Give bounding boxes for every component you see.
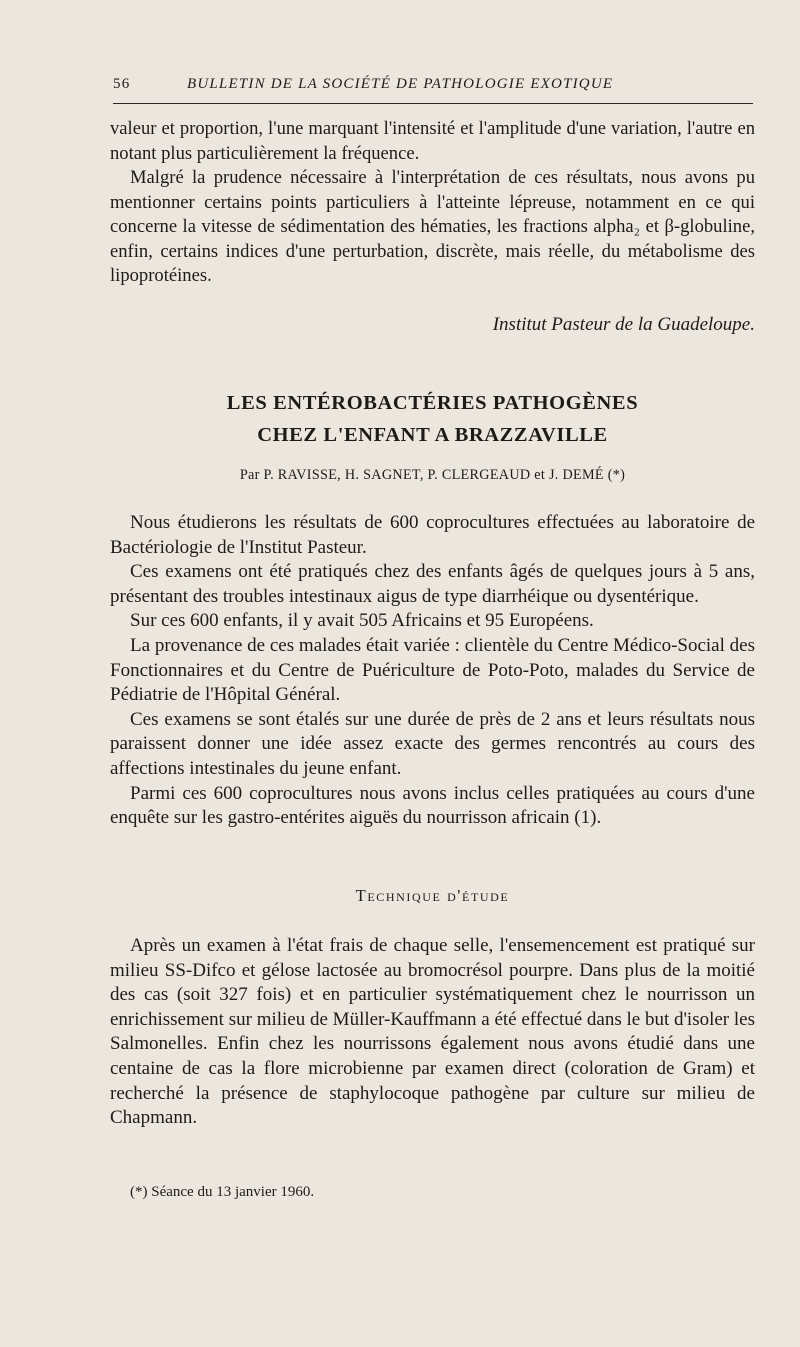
paragraph: Nous étudierons les résultats de 600 coprocultures effectuées au laboratoire de Bactériologie de l'Institut Pasteur. <box>110 512 755 558</box>
article-authors: Par P. RAVISSE, H. SAGNET, P. CLERGEAUD et J. DEMÉ (*) <box>239 467 626 483</box>
paragraph: valeur et proportion, l'une marquant l'intensité et l'amplitude d'une variation, l'autre en notant plus particulièrement la fréquence. <box>110 118 755 164</box>
header-rule <box>113 103 753 104</box>
affiliation: Institut Pasteur de la Guadeloupe. <box>492 314 755 335</box>
paragraph: Parmi ces 600 coprocultures nous avons inclus celles pratiquées au cours d'une enquête sur les gastro-entérites aiguës du nourrisson africain (1). <box>110 782 755 829</box>
article-title-line-1: LES ENTÉROBACTÉRIES PATHOGÈNES <box>226 392 639 414</box>
running-header <box>113 76 753 98</box>
footnote: (*) Séance du 13 janvier 1960. <box>130 1184 315 1200</box>
paragraph: Malgré la prudence nécessaire à l'interprétation de ces résultats, nous avons pu mentionner certains points particuliers à l'atteinte lépreuse, notamment en ce qui concerne la vitesse de sédimentation des hématies, les fractions alpha₂ et β-globuline, enfin, certains indices d'une perturbation, discrète, mais réelle, du métabolisme des lipoprotéines. <box>110 167 755 286</box>
section-heading <box>110 886 755 906</box>
section-heading-text: Technique d'étude <box>355 886 510 905</box>
paragraph: Sur ces 600 enfants, il y avait 505 Africains et 95 Européens. <box>130 610 594 632</box>
journal-title: BULLETIN DE LA SOCIÉTÉ DE PATHOLOGIE EXOTIQUE <box>187 76 614 92</box>
article-title-line-2: CHEZ L'ENFANT A BRAZZAVILLE <box>257 424 608 446</box>
previous-article-conclusion <box>110 117 755 289</box>
article-introduction <box>110 511 755 831</box>
paragraph: Ces examens se sont étalés sur une durée de près de 2 ans et leurs résultats nous paraissent donner une idée assez exacte des germes rencontrés au cours des affections intestinales du jeune enfant. <box>110 708 755 779</box>
page-number: 56 <box>113 76 131 92</box>
paragraph: Ces examens ont été pratiqués chez des enfants âgés de quelques jours à 5 ans, présentant des troubles intestinaux aigus de type diarrhéique ou dysentérique. <box>110 561 755 607</box>
technique-section <box>110 934 755 1131</box>
paragraph: La provenance de ces malades était variée : clientèle du Centre Médico-Social des Fonctionnaires et du Centre de Puériculture de Poto-Poto, malades du Service de Pédiatrie de l'Hôpital Général. <box>110 634 755 706</box>
paragraph: Après un examen à l'état frais de chaque selle, l'ensemencement est pratiqué sur milieu SS-Difco et gélose lactosée au bromocrésol pourpre. Dans plus de la moitié des cas (soit 327 fois) et en particulier systématiquement chez le nourrisson un enrichissement sur milieu de Müller-Kauffmann a été effectué dans le but d'isoler les Salmonelles. Enfin chez les nourrissons également nous avons étudié dans une centaine de cas la flore microbienne par examen direct (coloration de Gram) et recherché la présence de staphylocoque pathogène par culture sur milieu de Chapmann. <box>110 935 755 1129</box>
